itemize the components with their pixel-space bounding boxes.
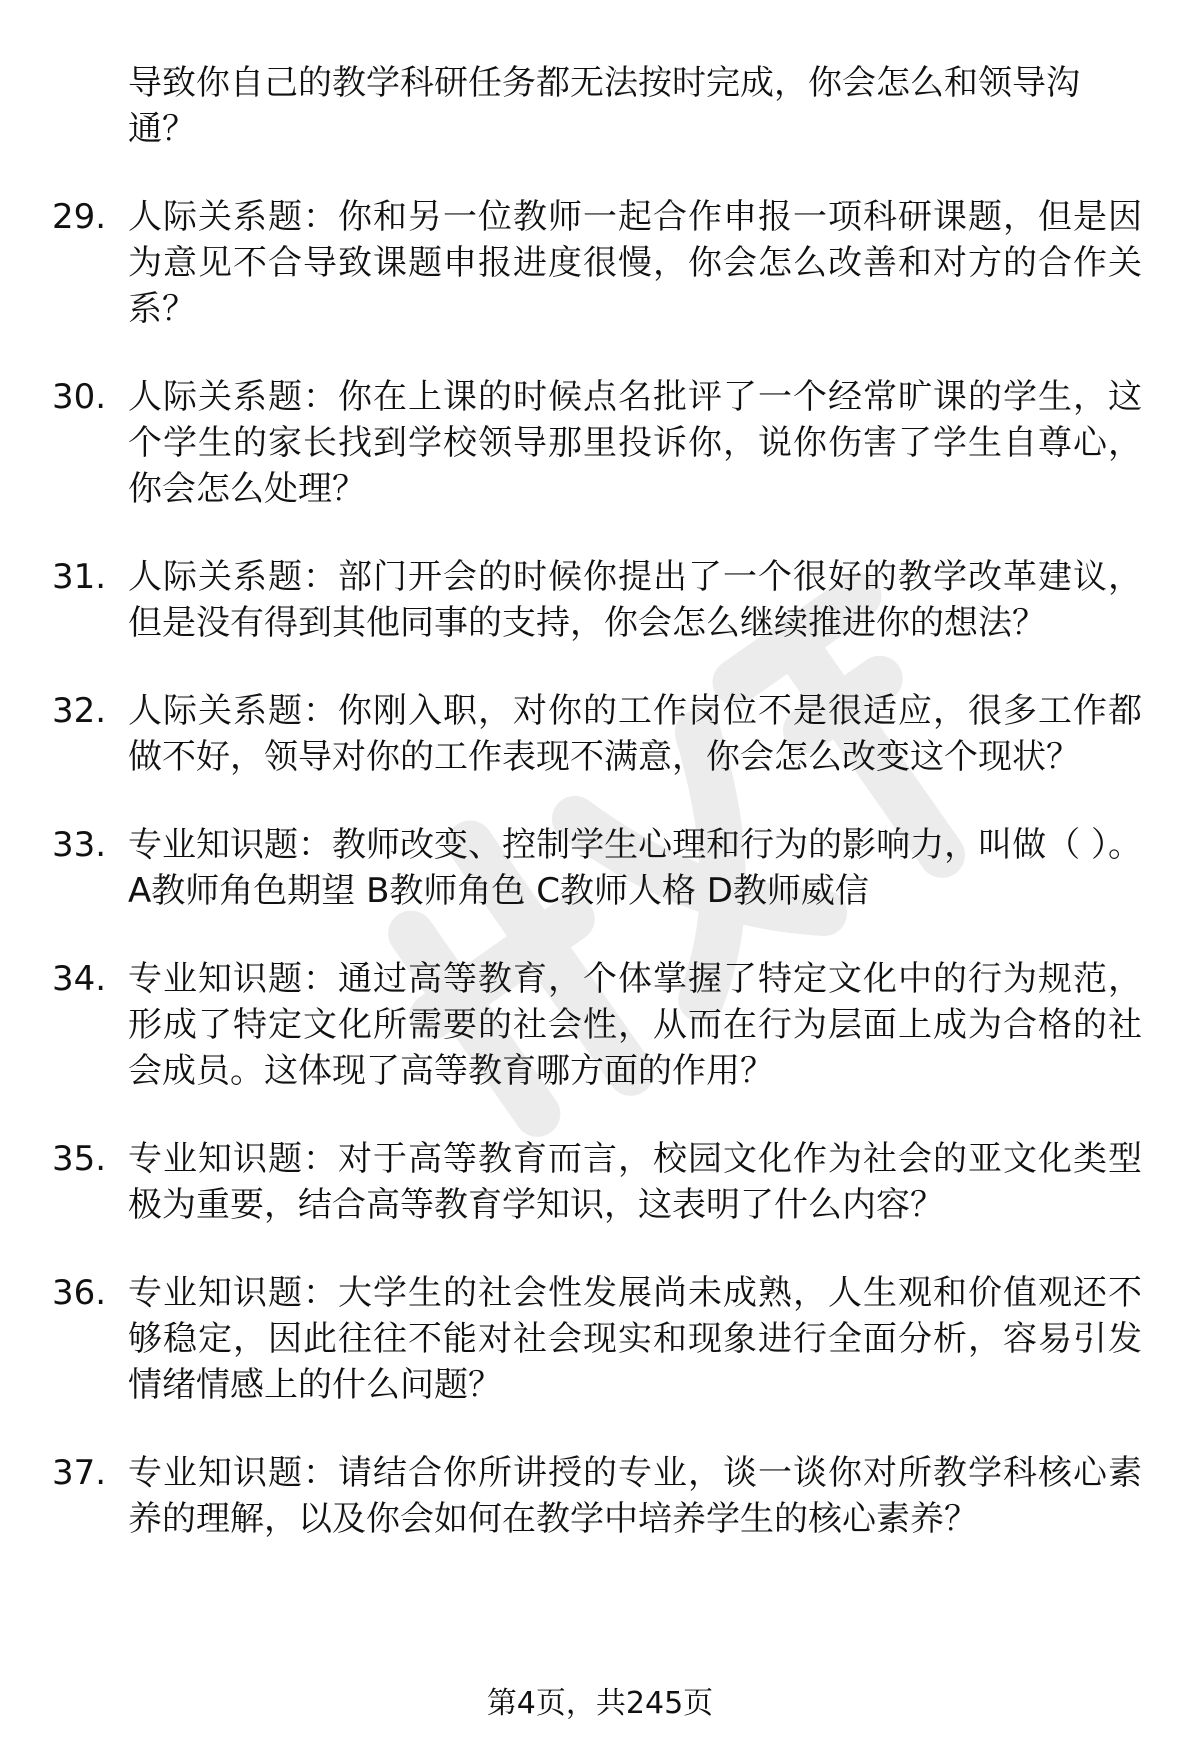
continued-question-text: 导致你自己的教学科研任务都无法按时完成，你会怎么和领导沟通？	[128, 63, 1080, 149]
page-number-label: 第4页，共245页	[486, 1686, 714, 1721]
question-number: 37.	[52, 1453, 107, 1493]
document-body	[52, 60, 1142, 1584]
question-number: 31.	[52, 557, 107, 597]
question-text: 专业知识题：请结合你所讲授的专业，谈一谈你对所教学科核心素养的理解，以及你会如何在教学中培养学生的核心素养？	[128, 1453, 1142, 1539]
question-item	[52, 554, 1142, 646]
question-item	[52, 1450, 1142, 1542]
question-text: 专业知识题：通过高等教育，个体掌握了特定文化中的行为规范，形成了特定文化所需要的社会性，从而在行为层面上成为合格的社会成员。这体现了高等教育哪方面的作用？	[128, 959, 1142, 1091]
question-number: 32.	[52, 691, 107, 731]
question-item	[52, 822, 1142, 914]
question-number: 30.	[52, 377, 107, 417]
question-text: 人际关系题：你和另一位教师一起合作申报一项科研课题，但是因为意见不合导致课题申报进度很慢，你会怎么改善和对方的合作关系？	[128, 197, 1142, 329]
question-number: 34.	[52, 959, 107, 999]
question-number: 33.	[52, 825, 107, 865]
question-number: 35.	[52, 1139, 107, 1179]
page-footer	[0, 1684, 1200, 1724]
question-number: 29.	[52, 197, 107, 237]
question-text: 专业知识题：教师改变、控制学生心理和行为的影响力，叫做（ ）。 A教师角色期望 B教师角色 C教师人格 D教师威信	[128, 825, 1142, 911]
question-item	[52, 374, 1142, 512]
question-text: 人际关系题：你在上课的时候点名批评了一个经常旷课的学生，这个学生的家长找到学校领导那里投诉你，说你伤害了学生自尊心，你会怎么处理？	[128, 377, 1142, 509]
question-number: 36.	[52, 1273, 107, 1313]
question-item	[52, 956, 1142, 1094]
question-text: 专业知识题：对于高等教育而言，校园文化作为社会的亚文化类型极为重要，结合高等教育学知识，这表明了什么内容？	[128, 1139, 1142, 1225]
question-text: 人际关系题：部门开会的时候你提出了一个很好的教学改革建议，但是没有得到其他同事的支持，你会怎么继续推进你的想法？	[128, 557, 1142, 643]
question-item	[52, 688, 1142, 780]
question-text: 人际关系题：你刚入职，对你的工作岗位不是很适应，很多工作都做不好，领导对你的工作表现不满意，你会怎么改变这个现状？	[128, 691, 1142, 777]
question-item	[52, 1270, 1142, 1408]
question-item	[52, 194, 1142, 332]
question-item	[52, 1136, 1142, 1228]
question-text: 专业知识题：大学生的社会性发展尚未成熟，人生观和价值观还不够稳定，因此往往不能对社会现实和现象进行全面分析，容易引发情绪情感上的什么问题？	[128, 1273, 1142, 1405]
